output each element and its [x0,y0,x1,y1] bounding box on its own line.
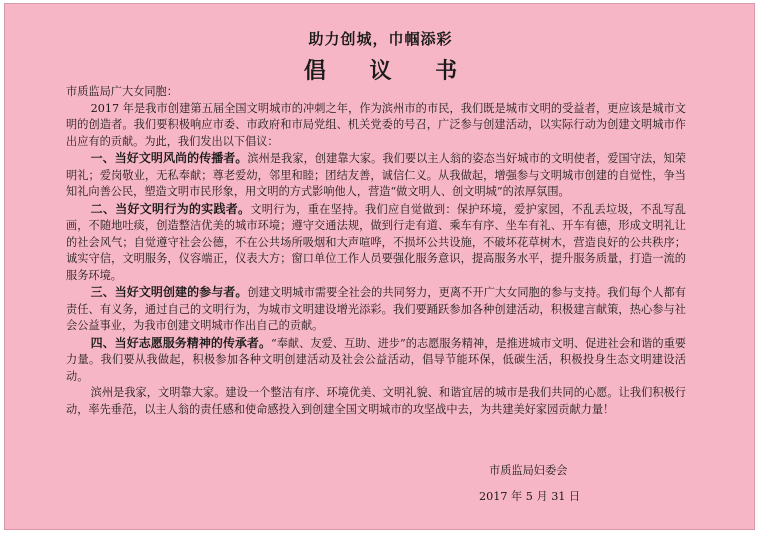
section-one-text: 滨州是我家，创建靠大家。我们要以主人翁的姿态当好城市的文明使者，爱国守法，知荣明礼；爱岗敬业，无私奉献；尊老爱幼，邻里和睦；团结友善，诚信仁义。从我做起，增强参与文明城市创建的自觉性，争当知礼向善公民，塑造文明市民形象，用文明的方式影响他人，营造“做文明人、创文明城”的浓厚氛围。 [66,152,686,198]
section-one-paragraph [66,150,686,201]
slogan-heading: 助力创城，巾帼添彩 [308,30,453,48]
section-three-heading: 三、当好文明创建的参与者。 [90,285,248,299]
section-two-text: 文明行为，重在坚持。我们应自觉做到：保护环境，爱护家园，不乱丢垃圾，不乱写乱画，不随地吐痰，创造整洁优美的城市环境；遵守交通法规，做到行走有道、乘车有序、坐车有礼、开车有德，形成文明礼让的社会风气；自觉遵守社会公德，不在公共场所吸烟和大声喧哗，不损坏公共设施，不破坏花草树木，营造良好的公共秩序；诚实守信，文明服务，仪容端正，仪表大方；窗口单位工作人员要强化服务意识，提高服务水平，提升服务质量，打造一流的服务环境。 [66,202,686,282]
section-four-text: “奉献、友爱、互助、进步”的志愿服务精神，是推进城市文明、促进社会和谐的重要力量。我们要从我做起，积极参加各种文明创建活动及社会公益活动，倡导节能环保，低碳生活，积极投身生态文明建设活动。 [66,336,686,383]
section-four-paragraph [66,335,686,386]
section-three-paragraph [66,284,686,335]
document-title: 倡 议 书 [303,59,476,84]
signature: 市质监局妇委会 [489,464,568,477]
section-four-heading: 四、当好志愿服务精神的传承者。 [90,335,271,350]
intro-paragraph: 2017 年是我市创建第五届全国文明城市的冲刺之年，作为滨州市的市民，我们既是城市文明的受益者，更应该是城市文明的创造者。我们要积极响应市委、市政府和市局党组、机关党委的号召，广泛参与创建活动，以实际行动为创建文明城市作出应有的贡献。为此，我们发出以下倡议： [66,101,686,148]
closing-paragraph: 滨州是我家，文明靠大家。建设一个整洁有序、环境优美、文明礼貌、和谐宜居的城市是我们共同的心愿。让我们积极行动，率先垂范，以主人翁的责任感和使命感投入到创建全国文明城市的攻坚战中去，为共建美好家园贡献力量！ [66,386,686,416]
section-two-paragraph [66,201,686,285]
letter-body [66,84,686,418]
pink-letter-paper [4,3,755,530]
section-three-text: 创建文明城市需要全社会的共同努力，更离不开广大女同胞的参与支持。我们每个人都有责任、有义务，通过自己的文明行为，为城市文明建设增光添彩。我们要踊跃参加各种创建活动，积极建言献策，热心参与社会公益事业，为我市创建文明城市作出自己的贡献。 [66,286,686,332]
signature-date: 2017 年 5 月 31 日 [479,490,581,503]
salutation: 市质监局广大女同胞： [66,85,178,98]
section-two-heading: 二、当好文明行为的实践者。 [90,201,251,216]
section-one-heading: 一、当好文明风尚的传播者。 [90,151,248,165]
